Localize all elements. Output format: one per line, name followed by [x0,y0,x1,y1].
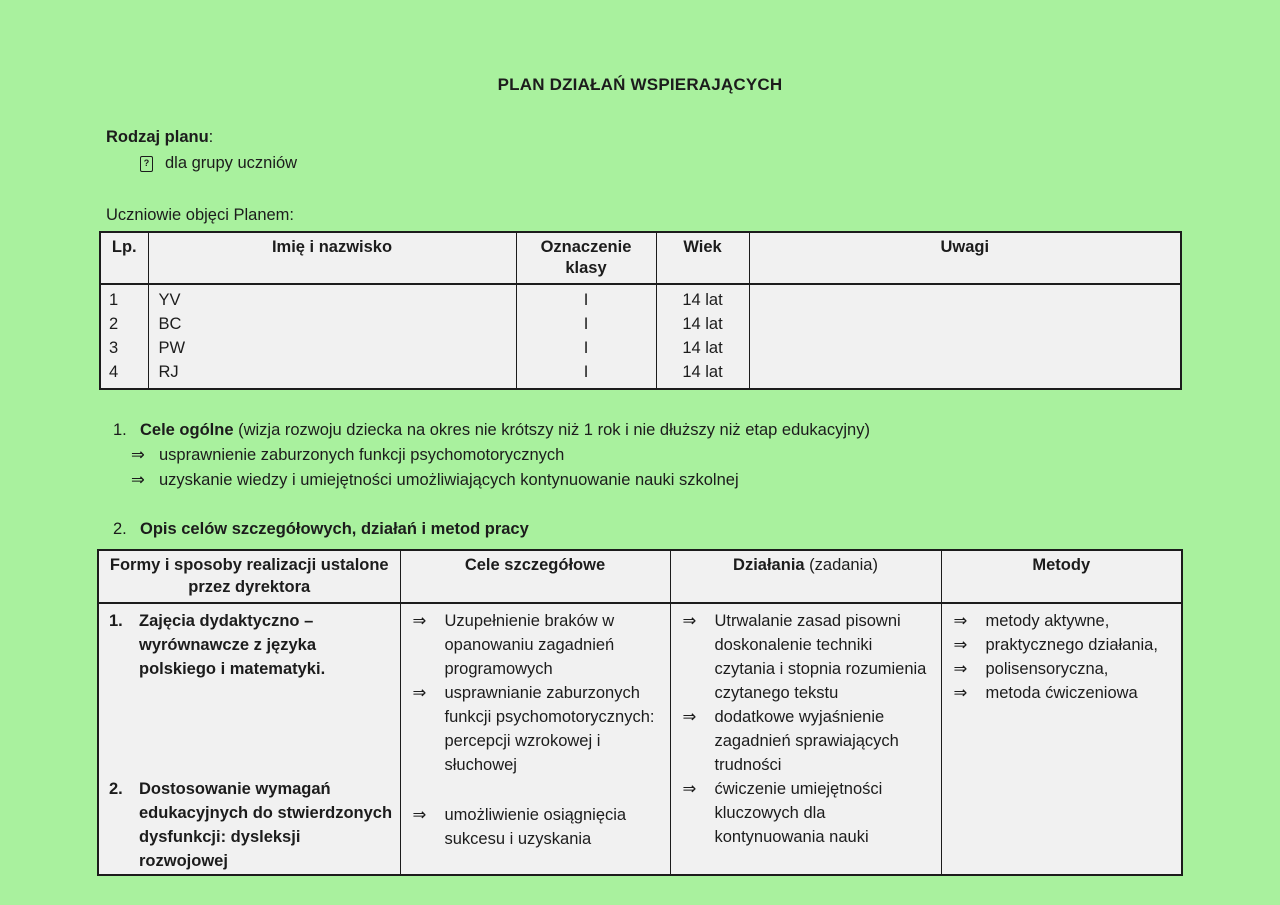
students-table-header-row [100,232,1181,284]
student-lp: 4 [100,360,148,389]
plan-header-actions-suffix: (zadania) [804,556,878,574]
goal-text: usprawnianie zaburzonych funkcji psychomotorycznych: percepcji wzrokowej i słuchowej [444,684,655,774]
form-item [99,609,394,681]
action-text: ćwiczenie umiejętności kluczowych dla kontynuowania nauki [714,780,883,846]
students-header-age: Wiek [656,232,749,284]
student-name: PW [148,336,516,360]
forms-cell [98,603,400,875]
method-text: metoda ćwiczeniowa [985,684,1138,702]
students-table [99,231,1182,390]
student-age: 14 lat [656,284,749,312]
student-age: 14 lat [656,360,749,389]
plan-header-goals: Cele szczegółowe [400,550,670,603]
plan-header-methods: Metody [941,550,1182,603]
general-goals-title [140,418,870,443]
goal-text: Uzupełnienie braków w opanowaniu zagadnień programowych [444,612,615,678]
double-arrow-icon: ⇒ [131,446,145,464]
method-text: praktycznego działania, [985,636,1158,654]
student-notes [749,284,1181,312]
double-arrow-icon: ⇒ [953,684,968,702]
method-item [942,633,1176,657]
students-header-name: Imię i nazwisko [148,232,516,284]
plan-header-actions [670,550,941,603]
action-item [671,609,935,705]
double-arrow-icon: ⇒ [953,660,968,678]
page-title: PLAN DZIAŁAŃ WSPIERAJĄCYCH [497,75,783,94]
form-item-text: Zajęcia dydaktyczno – wyrównawcze z języka polskiego i matematyki. [139,612,326,678]
student-class: I [516,312,656,336]
students-section-label: Uczniowie objęci Planem: [106,206,295,224]
student-notes [749,336,1181,360]
double-arrow-icon: ⇒ [412,612,427,630]
form-item-text: Dostosowanie wymagań edukacyjnych do stwierdzonych dysfunkcji: dysleksji rozwojowej [139,780,393,870]
double-arrow-icon: ⇒ [682,612,697,630]
plan-header-actions-bold: Działania [733,556,805,574]
list-item [131,443,1280,468]
method-item [942,609,1176,633]
goal-item [401,803,664,851]
student-notes [749,312,1181,336]
double-arrow-icon: ⇒ [412,806,427,824]
student-class: I [516,284,656,312]
missing-glyph-checkbox-icon: ? [140,156,153,172]
student-lp: 2 [100,312,148,336]
table-row [100,336,1181,360]
detailed-plan-number: 2. [113,520,127,538]
form-item-number: 2. [109,780,123,798]
double-arrow-icon: ⇒ [682,780,697,798]
student-age: 14 lat [656,336,749,360]
general-goals-heading [113,418,1280,443]
methods-cell [941,603,1182,875]
table-row [100,312,1181,336]
method-item [942,657,1176,681]
plan-type-label: Rodzaj planu [106,128,209,146]
general-goals-number: 1. [113,421,127,439]
method-text: metody aktywne, [985,612,1110,630]
goal-text: umożliwienie osiągnięcia sukcesu i uzyskania [444,806,627,848]
student-name: BC [148,312,516,336]
plan-table-body-row [98,603,1182,875]
detailed-plan-heading [113,517,1280,542]
method-item [942,681,1176,705]
general-goals-subtitle: (wizja rozwoju dziecka na okres nie krótszy niż 1 rok i nie dłuższy niż etap edukacyjny) [233,421,870,439]
general-goals-list [131,443,1280,493]
goal-item [401,681,664,777]
student-class: I [516,336,656,360]
plan-type-option-row [140,154,1280,173]
actions-cell [670,603,941,875]
action-item [671,705,935,777]
action-text: dodatkowe wyjaśnienie zagadnień sprawiających trudności [714,708,899,774]
double-arrow-icon: ⇒ [131,471,145,489]
plan-details-table [97,549,1183,876]
student-lp: 1 [100,284,148,312]
double-arrow-icon: ⇒ [682,708,697,726]
student-lp: 3 [100,336,148,360]
form-item [99,777,394,873]
method-text: polisensoryczna, [985,660,1109,678]
students-header-class: Oznaczenie klasy [516,232,656,284]
plan-type-colon: : [208,128,214,146]
students-header-notes: Uwagi [749,232,1181,284]
student-name: YV [148,284,516,312]
double-arrow-icon: ⇒ [412,684,427,702]
double-arrow-icon: ⇒ [953,612,968,630]
plan-type-option-label: dla grupy uczniów [165,154,298,172]
table-row [100,360,1181,389]
form-item-number: 1. [109,612,123,630]
action-item [671,777,935,849]
goals-cell [400,603,670,875]
plan-type-heading [106,128,1280,147]
double-arrow-icon: ⇒ [953,636,968,654]
student-notes [749,360,1181,389]
general-goal-text: uzyskanie wiedzy i umiejętności umożliwiających kontynuowanie nauki szkolnej [159,471,739,489]
students-header-lp: Lp. [100,232,148,284]
plan-table-header-row [98,550,1182,603]
detailed-plan-title: Opis celów szczegółowych, działań i metod pracy [140,520,529,538]
list-item [131,468,1280,493]
general-goals-title-bold: Cele ogólne [140,421,234,439]
student-age: 14 lat [656,312,749,336]
student-class: I [516,360,656,389]
table-row [100,284,1181,312]
action-text: Utrwalanie zasad pisowni doskonalenie techniki czytania i stopnia rozumienia czytanego tekstu [714,612,927,702]
plan-header-forms: Formy i sposoby realizacji ustalone przez dyrektora [98,550,400,603]
student-name: RJ [148,360,516,389]
general-goal-text: usprawnienie zaburzonych funkcji psychomotorycznych [159,446,565,464]
goal-item [401,609,664,681]
